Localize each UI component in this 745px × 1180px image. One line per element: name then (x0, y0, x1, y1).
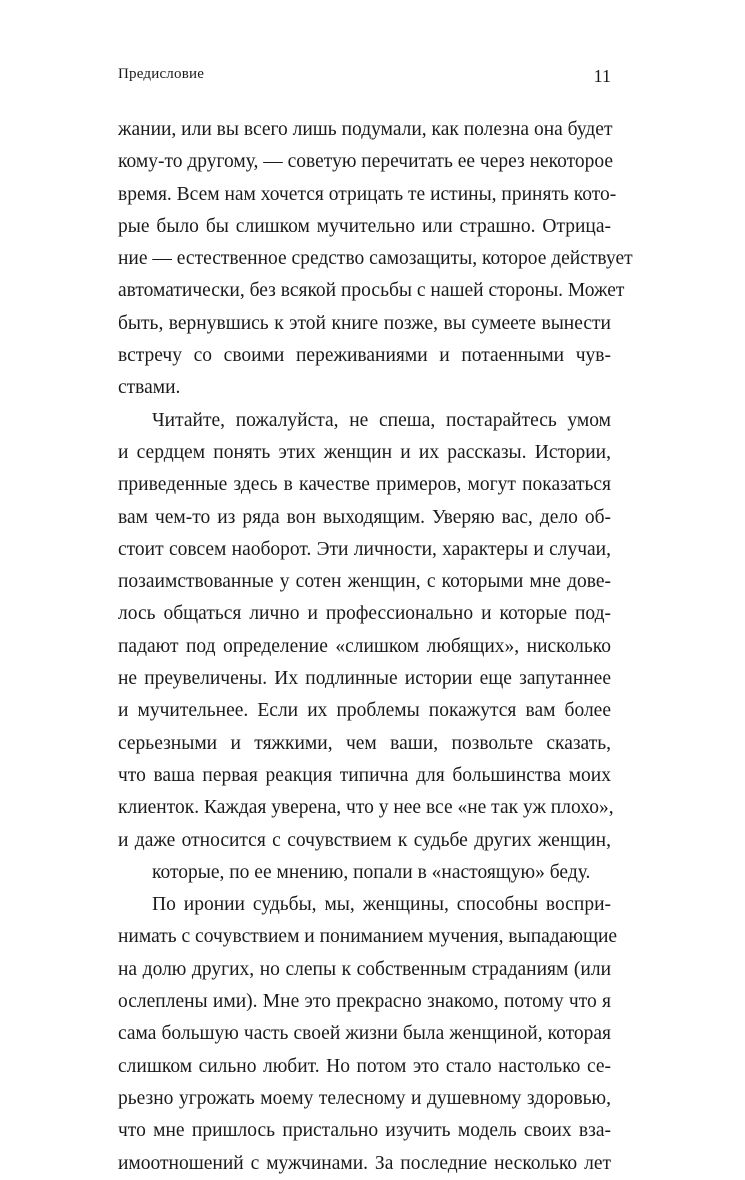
body-text (118, 114, 633, 1180)
text-line: не преувеличены. Их подлинные истории еще запутаннее (118, 668, 611, 690)
text-line: позаимствованные у сотен женщин, с которыми мне дове- (118, 571, 611, 593)
text-line: ослеплены ими). Мне это прекрасно знакомо, потому что я (118, 991, 611, 1013)
text-line: кому-то другому, — советую перечитать ее через некоторое (118, 151, 614, 173)
text-line: стоит совсем наоборот. Эти личности, характеры и случаи, (118, 538, 611, 560)
text-line: рые было бы слишком мучительно или страшно. Отрица- (118, 215, 611, 237)
text-line: что ваша первая реакция типична для большинства моих (118, 764, 611, 786)
text-line: и даже относится с сочувствием к судьбе других женщин, (118, 829, 611, 851)
paragraph-first-line: которые, по ее мнению, попали в «настоящую» беду. (152, 861, 591, 883)
text-line: и сердцем понять этих женщин и их рассказы. Истории, (118, 441, 611, 463)
paragraph-first-line: По иронии судьбы, мы, женщины, способны воспри- (152, 894, 611, 916)
text-line: сама большую часть своей жизни была женщиной, которая (118, 1023, 611, 1045)
text-line: на долю других, но слепы к собственным страданиям (или (118, 958, 611, 980)
text-line: ние — естественное средство самозащиты, которое действует (118, 248, 633, 270)
text-line: слишком сильно любит. Но потом это стало настолько се- (118, 1055, 611, 1077)
text-line: ствами. (118, 377, 181, 399)
text-line: что мне пришлось пристально изучить модель своих вза- (118, 1120, 611, 1142)
running-head (118, 60, 611, 90)
text-line: лось общаться лично и профессионально и которые под- (118, 603, 611, 625)
paragraph-first-line: Читайте, пожалуйста, не спеша, постарайтесь умом (152, 409, 611, 431)
text-line: быть, вернувшись к этой книге позже, вы сумеете вынести (118, 312, 611, 334)
text-line: вам чем-то из ряда вон выходящим. Уверяю вас, дело об- (118, 506, 611, 528)
text-line: имоотношений с мужчинами. За последние несколько лет (118, 1152, 611, 1174)
text-line: жании, или вы всего лишь подумали, как полезна она будет (118, 119, 613, 140)
book-page (118, 60, 633, 1180)
text-line: и мучительнее. Если их проблемы покажутся вам более (118, 700, 611, 722)
text-line: клиенток. Каждая уверена, что у нее все «не так уж плохо», (118, 797, 614, 819)
page-number: 11 (593, 66, 611, 86)
text-line: нимать с сочувствием и пониманием мучения, выпадающие (118, 926, 618, 948)
text-line: встречу со своими переживаниями и потаенными чув- (118, 345, 611, 367)
section-title: Предисловие (118, 66, 205, 82)
text-line: время. Всем нам хочется отрицать те истины, принять кото- (118, 183, 617, 205)
text-line: падают под определение «слишком любящих», нисколько (118, 635, 611, 657)
text-line: рьезно угрожать моему телесному и душевному здоровью, (118, 1087, 611, 1109)
text-line: автоматически, без всякой просьбы с нашей стороны. Может (118, 280, 625, 302)
text-line: серьезными и тяжкими, чем ваши, позвольте сказать, (118, 732, 611, 754)
text-line: приведенные здесь в качестве примеров, могут показаться (118, 474, 611, 496)
